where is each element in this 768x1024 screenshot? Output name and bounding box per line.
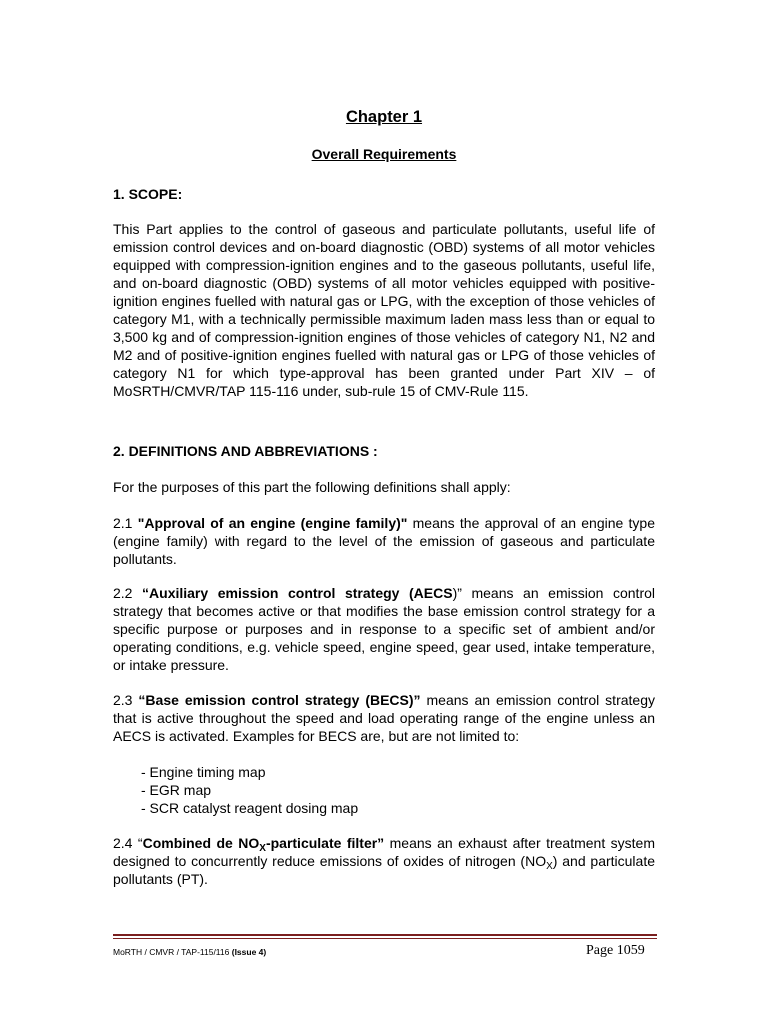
- definition-2-4: [113, 834, 655, 888]
- page-number: Page 1059: [586, 943, 645, 958]
- definition-2-1: [113, 514, 655, 568]
- definition-term: "Approval of an engine (engine family)": [137, 515, 408, 531]
- definition-text: means the approval of an engine type (engine family) with regard to the level of the emission of gaseous and particulate pollutants.: [113, 515, 655, 567]
- footer-issue: (Issue 4): [231, 947, 267, 957]
- section-subtitle: Overall Requirements: [311, 146, 457, 162]
- definitions-heading: 2. DEFINITIONS AND ABBREVIATIONS :: [113, 443, 378, 459]
- footer-document-ref: [113, 947, 266, 957]
- definition-text-end: ) and particulate pollutants (PT).: [113, 853, 655, 887]
- definition-text: means an exhaust after treatment system designed to concurrently reduce emissions of oxides of nitrogen (NO: [113, 835, 655, 869]
- definition-term: “Base emission control strategy (BECS)”: [138, 692, 421, 708]
- definition-number: 2.3: [113, 692, 139, 708]
- definition-2-3: [113, 691, 655, 745]
- scope-paragraph: This Part applies to the control of gaseous and particulate pollutants, useful life of emission control devices and on-board diagnostic (OBD) systems of all motor vehicles equipped with compression-ignition engines and to the gaseous pollutants, useful life, and on-board diagnostic (OBD) systems of all motor vehicles equipped with positive-ignition engines fuelled with natural gas or LPG, with the exception of those vehicles of category M1, with a technically permissible maximum laden mass less than or equal to 3,500 kg and of compression-ignition engines of those vehicles of category N1, N2 and M2 and of positive-ignition engines fuelled with natural gas or LPG of those vehicles of category N1 for which type-approval has been granted under Part XIV – of MoSRTH/CMVR/TAP 115-116 under, sub-rule 15 of CMV-Rule 115.: [113, 221, 655, 399]
- footer-ref-text: MoRTH / CMVR / TAP-115/116: [113, 947, 232, 957]
- definition-text: means an emission control strategy that becomes active or that modifies the base emission control strategy for a specific purpose or purposes and in response to a specific set of ambient and/or operating conditions, e.g. vehicle speed, engine speed, gear used, intake temperature, or intake pressure.: [113, 585, 655, 673]
- term-part: Combined de NO: [142, 835, 260, 851]
- term-part: -particulate filter”: [265, 835, 385, 851]
- definition-2-2: [113, 584, 655, 674]
- becs-examples-list: [141, 763, 358, 817]
- definition-term-end: )”: [452, 585, 462, 601]
- definition-number: 2.2: [113, 585, 143, 601]
- definition-number: 2.4 “: [113, 835, 143, 851]
- chapter-title: Chapter 1: [345, 108, 423, 126]
- scope-heading: 1. SCOPE:: [113, 186, 183, 202]
- definition-number: 2.1: [113, 515, 138, 531]
- list-item: - Engine timing map: [141, 764, 266, 780]
- definitions-intro: For the purposes of this part the following definitions shall apply:: [113, 479, 511, 495]
- definition-term: “Auxiliary emission control strategy (AECS: [142, 585, 453, 601]
- list-item: - SCR catalyst reagent dosing map: [141, 800, 359, 816]
- footer-rule-thick: [113, 934, 657, 936]
- list-item: - EGR map: [141, 782, 212, 798]
- definition-term: [142, 835, 385, 854]
- text-subscript: X: [546, 861, 553, 872]
- term-subscript: X: [259, 843, 266, 854]
- definition-text: means an emission control strategy that is active throughout the speed and load operating range of the engine unless an AECS is activated. Examples for BECS are, but are not limited to:: [113, 692, 655, 744]
- footer-rule-thin: [113, 938, 657, 939]
